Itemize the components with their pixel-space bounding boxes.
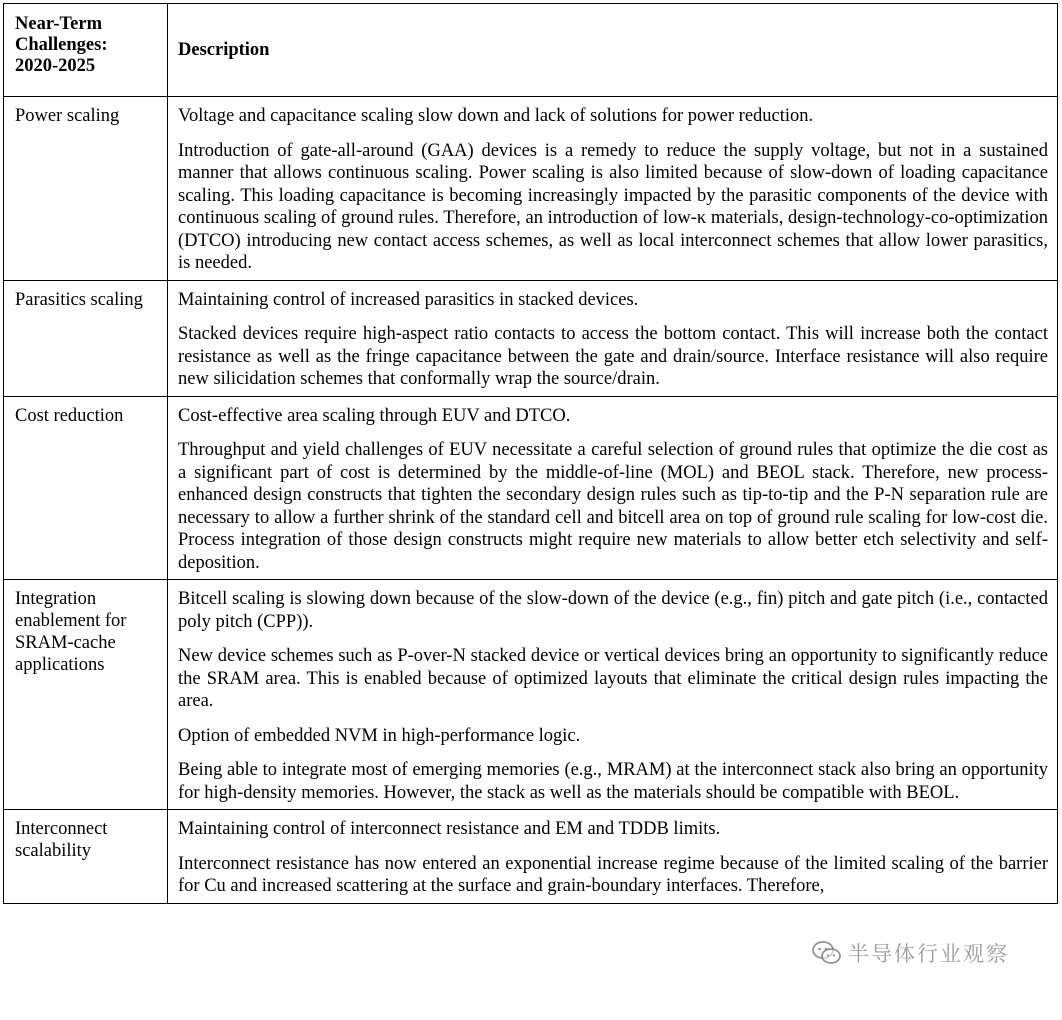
description-paragraph: Option of embedded NVM in high-performance logic. bbox=[178, 725, 581, 746]
topic-cell: Integration enablement for SRAM-cache applications bbox=[4, 580, 168, 810]
watermark bbox=[812, 938, 1009, 968]
table-row-parasitics-scaling bbox=[4, 280, 1058, 396]
description-cell bbox=[168, 396, 1058, 580]
description-paragraph: Throughput and yield challenges of EUV necessitate a careful selection of ground rules that optimize the die cost as a significant part of cost is determined by the middle-of-line (MOL) and BEOL stack. Therefore, new process-enhanced design constructs that tighten the secondary design rules such as tip-to-tip and the P-N separation rule are necessary to allow a further shrink of the standard cell and bitcell area on top of ground rule scaling for low-cost die. Process integration of those design constructs might require new materials to allow better etch selectivity and self-deposition. bbox=[178, 440, 1048, 573]
table-row-sram-integration bbox=[4, 580, 1058, 810]
watermark-text: 半导体行业观察 bbox=[848, 942, 1009, 966]
description-cell bbox=[168, 280, 1058, 396]
table-row-cost-reduction bbox=[4, 396, 1058, 580]
wechat-icon bbox=[812, 940, 842, 966]
description-paragraph: Maintaining control of interconnect resistance and EM and TDDB limits. bbox=[178, 819, 721, 839]
description-paragraph: Stacked devices require high-aspect ratio contacts to access the bottom contact. This will increase both the contact resistance as well as the fringe capacitance between the gate and drain/source. Interface resistance will also require new silicidation schemes that conformally wrap the source/drain. bbox=[178, 324, 1048, 389]
header-description bbox=[168, 4, 1058, 97]
topic-cell: Cost reduction bbox=[4, 396, 168, 580]
topic-cell: Parasitics scaling bbox=[4, 280, 168, 396]
table-row-interconnect-scalability bbox=[4, 810, 1058, 904]
table-row-power-scaling bbox=[4, 97, 1058, 281]
description-paragraph: Being able to integrate most of emerging memories (e.g., MRAM) at the interconnect stack also bring an opportunity for high-density memories. However, the stack as well as the materials should be compatible with BEOL. bbox=[178, 760, 1048, 803]
description-paragraph: New device schemes such as P-over-N stacked device or vertical devices bring an opportunity to significantly reduce the SRAM area. This is enabled because of optimized layouts that eliminate the critical design rules impacting the area. bbox=[178, 646, 1048, 711]
header-challenges-line1: Near-Term bbox=[15, 14, 102, 34]
description-paragraph: Bitcell scaling is slowing down because of the slow-down of the device (e.g., fin) pitch and gate pitch (i.e., contacted poly pitch (CPP)). bbox=[178, 589, 1048, 632]
header-challenges-line3: 2020-2025 bbox=[15, 56, 96, 76]
description-paragraph: Maintaining control of increased parasitics in stacked devices. bbox=[178, 289, 639, 310]
description-cell bbox=[168, 580, 1058, 810]
description-paragraph: Cost-effective area scaling through EUV and DTCO. bbox=[178, 405, 571, 426]
description-paragraph: Interconnect resistance has now entered an exponential increase regime because of the limited scaling of the barrier for Cu and increased scattering at the surface and grain-boundary interfaces. Therefore, bbox=[178, 853, 1048, 896]
header-description-text: Description bbox=[178, 39, 270, 60]
description-cell bbox=[168, 97, 1058, 281]
topic-cell: Power scaling bbox=[4, 97, 168, 281]
description-paragraph: Introduction of gate-all-around (GAA) devices is a remedy to reduce the supply voltage, but not in a sustained manner that allows continuous scaling. Power scaling is also limited because of slow-down of loading capacitance scaling. This loading capacitance is becoming increasingly impacted by the parasitic components of the device with continuous scaling of ground rules. Therefore, an introduction of low-κ materials, design-technology-co-optimization (DTCO) introducing new contact access schemes, as well as local interconnect schemes that allow lower parasitics, is needed. bbox=[178, 140, 1048, 273]
challenges-table bbox=[3, 3, 1058, 904]
topic-cell: Interconnect scalability bbox=[4, 810, 168, 904]
header-challenges bbox=[4, 4, 168, 97]
description-paragraph: Voltage and capacitance scaling slow down and lack of solutions for power reduction. bbox=[178, 106, 814, 126]
header-challenges-line2: Challenges: bbox=[15, 35, 108, 55]
table-header-row bbox=[4, 4, 1058, 97]
description-cell bbox=[168, 810, 1058, 904]
